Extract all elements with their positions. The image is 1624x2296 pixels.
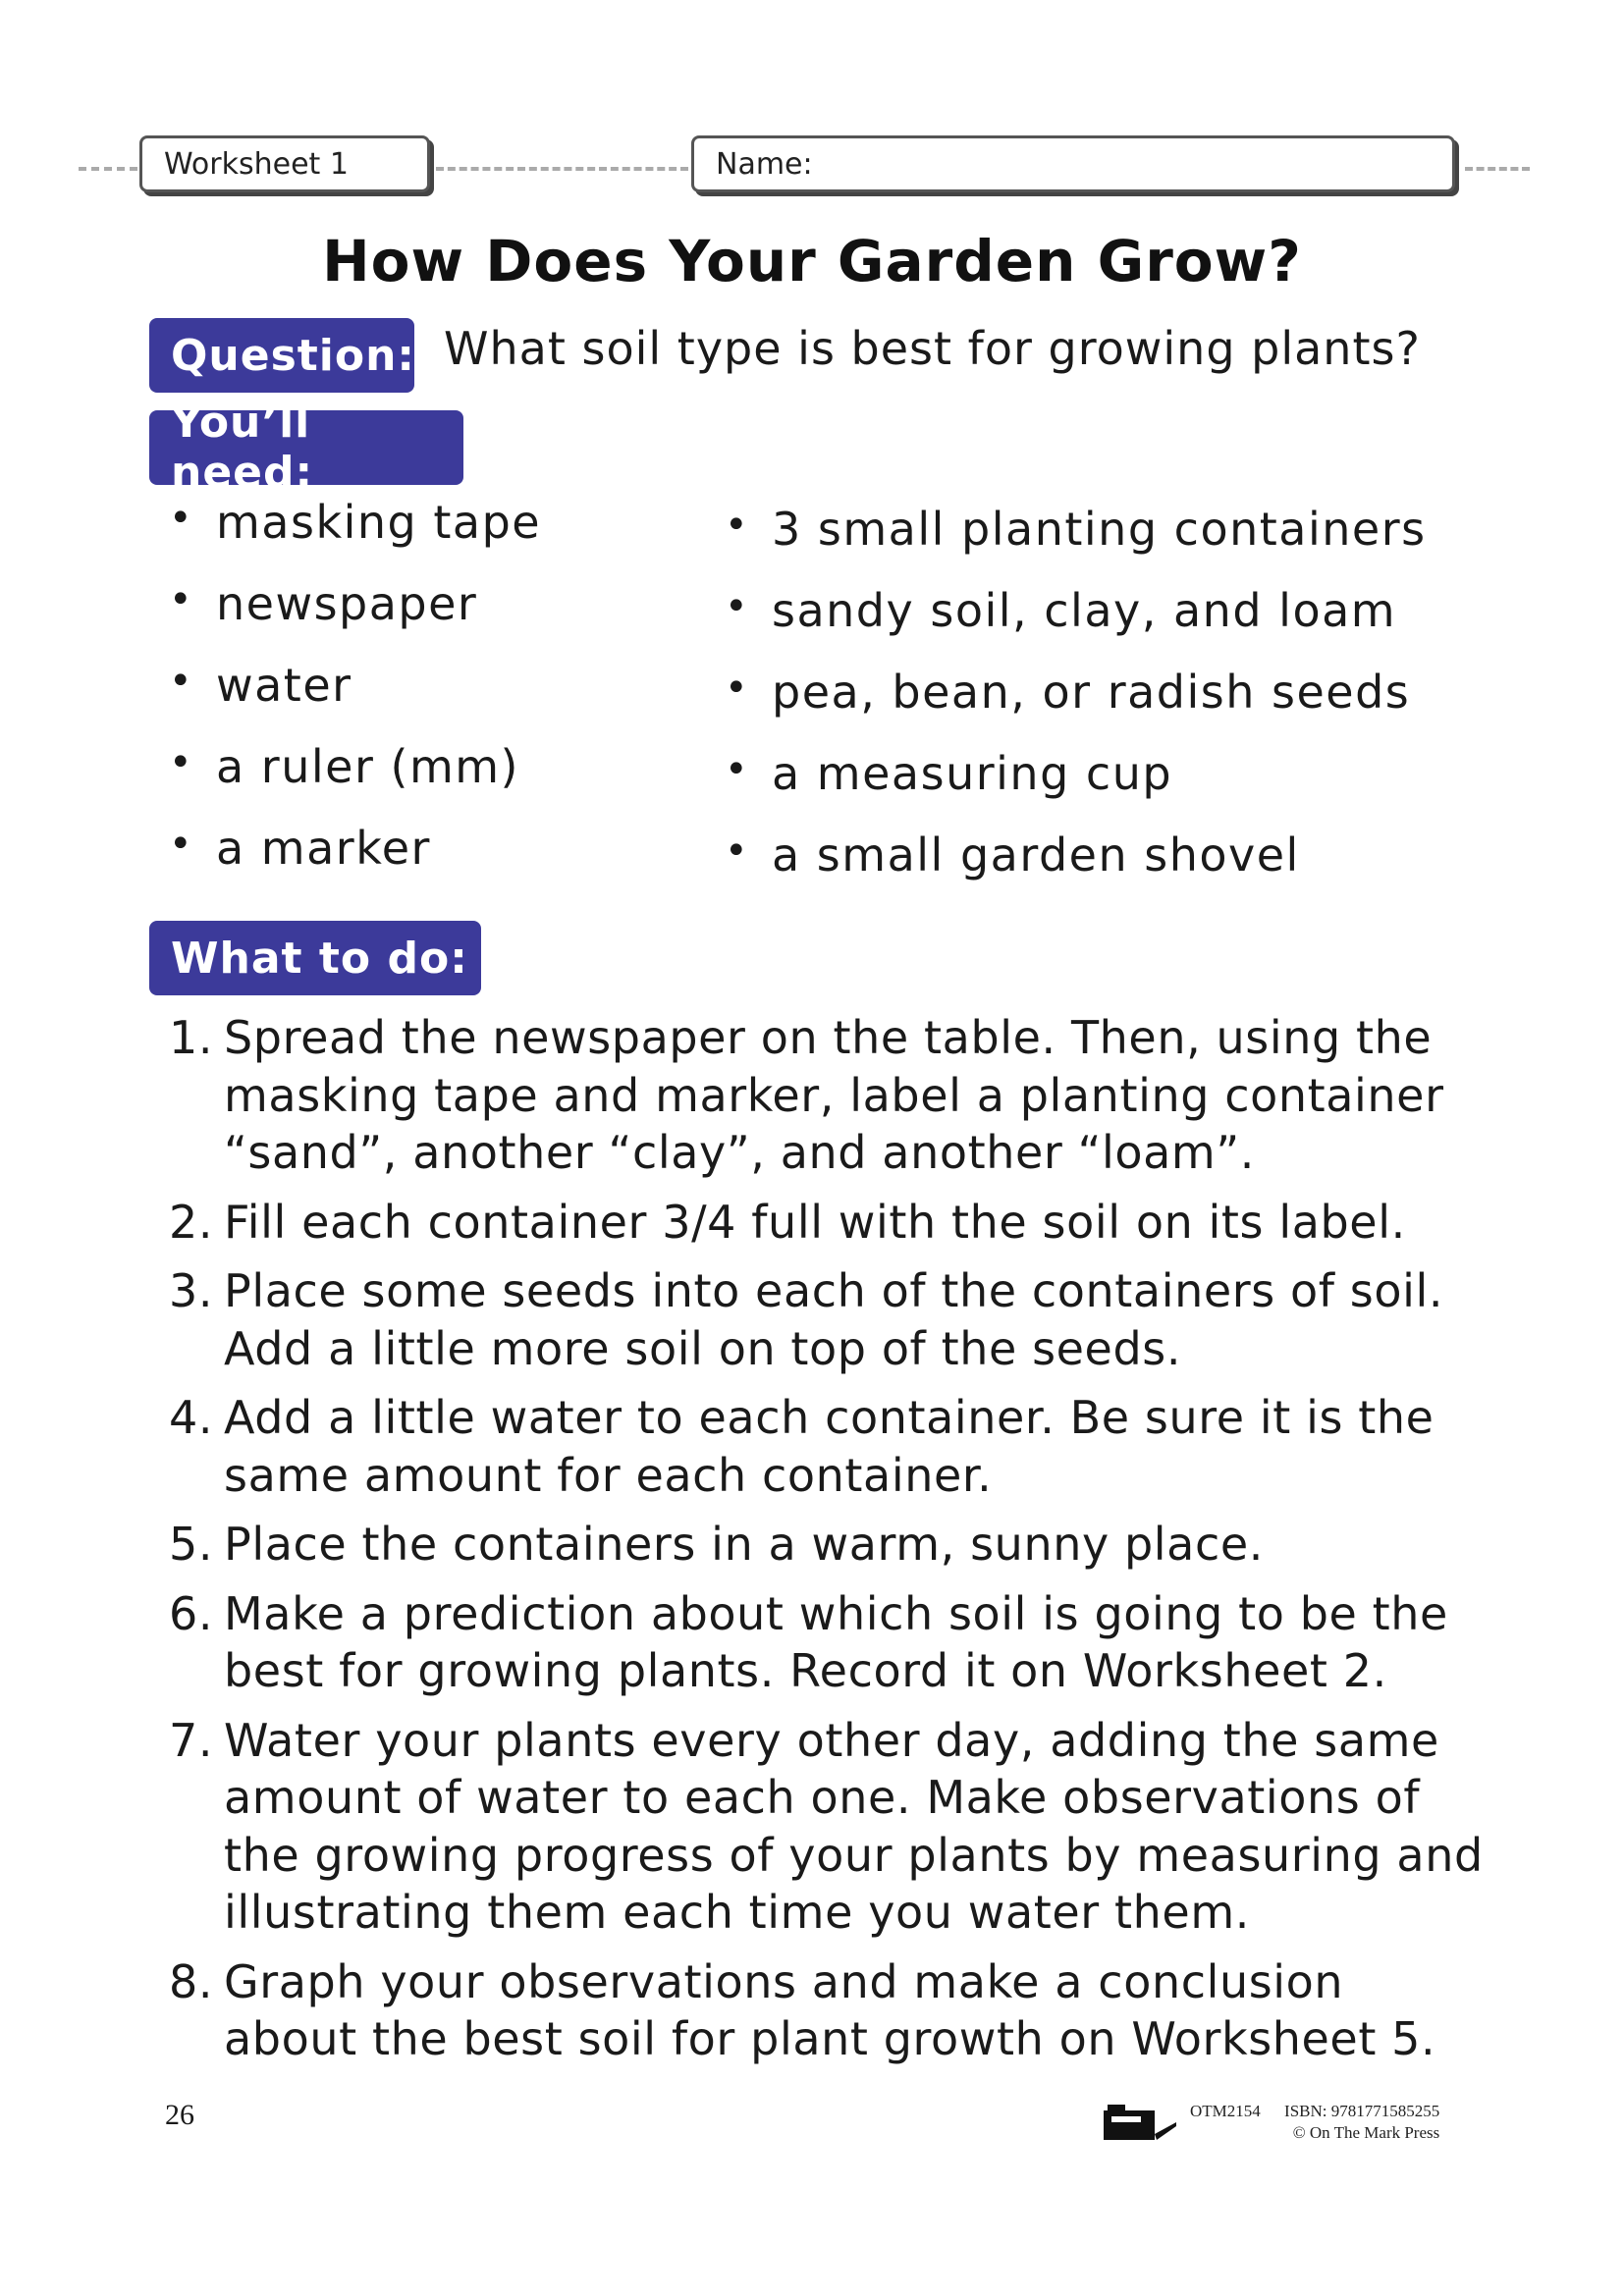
step-item: 7. Water your plants every other day, adding the same amount of water to each one. Make observations of the growing progress of your plants by measuring and illustrating them each time you water them. <box>169 1713 1484 1939</box>
bullet-icon: • <box>169 577 194 622</box>
bullet-icon: • <box>169 496 194 541</box>
step-text: Place some seeds into each of the containers of soil. Add a little more soil on top of the seeds. <box>224 1264 1444 1375</box>
footer-publisher-info <box>1190 2101 1439 2144</box>
step-text: Place the containers in a warm, sunny place. <box>224 1518 1264 1571</box>
publisher-logo-icon <box>1102 2101 1178 2144</box>
page-number: 26 <box>165 2099 194 2131</box>
step-text: Add a little water to each container. Be sure it is the same amount for each container. <box>224 1391 1435 1502</box>
question-label-text: Question: <box>171 330 416 381</box>
bullet-icon: • <box>725 666 750 711</box>
step-item: 5. Place the containers in a warm, sunny place. <box>169 1518 1264 1571</box>
product-code: OTM2154 <box>1190 2102 1261 2120</box>
bullet-icon: • <box>169 822 194 867</box>
list-item: • a small garden shovel <box>725 828 1300 881</box>
step-item: 2. Fill each container 3/4 full with the soil on its label. <box>169 1195 1406 1249</box>
step-text: Make a prediction about which soil is going to be the best for growing plants. Record it on Worksheet 2. <box>224 1586 1448 1697</box>
step-text: Graph your observations and make a conclusion about the best soil for plant growth on Worksheet 5. <box>224 1954 1436 2065</box>
steps-label <box>149 921 481 995</box>
list-item: • newspaper <box>169 577 478 630</box>
worksheet-number-label: Worksheet 1 <box>164 146 349 182</box>
materials-list-right <box>725 503 1427 910</box>
bullet-icon: • <box>725 503 750 548</box>
dashed-line-left <box>79 167 137 171</box>
bullet-icon: • <box>725 747 750 792</box>
worksheet-number-tab <box>139 135 430 192</box>
copyright: © On The Mark Press <box>1292 2123 1440 2142</box>
step-item: 4. Add a little water to each container. Be sure it is the same amount for each container. <box>169 1391 1435 1502</box>
list-item: • masking tape <box>169 496 542 549</box>
dashed-line-right <box>1465 167 1530 171</box>
step-item: 6. Make a prediction about which soil is going to be the best for growing plants. Record it on Worksheet 2. <box>169 1586 1448 1697</box>
step-item: 1. Spread the newspaper on the table. Then, using the masking tape and marker, label a planting container “sand”, another “clay”, and another “loam”. <box>169 1011 1444 1179</box>
list-item: • water <box>169 659 352 712</box>
page-title: How Does Your Garden Grow? <box>322 228 1302 294</box>
question-text: What soil type is best for growing plants? <box>444 322 1421 375</box>
name-field[interactable] <box>691 135 1455 192</box>
bullet-icon: • <box>725 584 750 629</box>
question-label <box>149 318 414 393</box>
list-item: • pea, bean, or radish seeds <box>725 666 1411 719</box>
bullet-icon: • <box>725 828 750 874</box>
materials-list-left <box>169 496 541 903</box>
isbn: ISBN: 9781771585255 <box>1284 2102 1440 2120</box>
list-item: • a measuring cup <box>725 747 1173 800</box>
step-text: Water your plants every other day, adding the same amount of water to each one. Make observations of the growing progress of your plants by measuring and illustrating them each time you water them. <box>224 1713 1484 1939</box>
materials-label-text: You’ll need: <box>171 398 314 498</box>
list-item: • sandy soil, clay, and loam <box>725 584 1397 637</box>
step-text: Fill each container 3/4 full with the soil on its label. <box>224 1195 1406 1249</box>
name-field-label: Name: <box>716 146 813 182</box>
materials-label <box>149 398 463 498</box>
step-item: 3. Place some seeds into each of the containers of soil. Add a little more soil on top of the seeds. <box>169 1264 1444 1375</box>
steps-label-text: What to do: <box>171 933 468 984</box>
steps-list <box>169 1009 1485 2080</box>
list-item: • a ruler (mm) <box>169 740 520 793</box>
bullet-icon: • <box>169 740 194 785</box>
step-text: Spread the newspaper on the table. Then, using the masking tape and marker, label a planting container “sand”, another “clay”, and another “loam”. <box>224 1011 1444 1179</box>
step-item: 8. Graph your observations and make a conclusion about the best soil for plant growth on Worksheet 5. <box>169 1954 1436 2065</box>
list-item: • 3 small planting containers <box>725 503 1427 556</box>
list-item: • a marker <box>169 822 431 875</box>
bullet-icon: • <box>169 659 194 704</box>
worksheet-header <box>79 135 1542 200</box>
